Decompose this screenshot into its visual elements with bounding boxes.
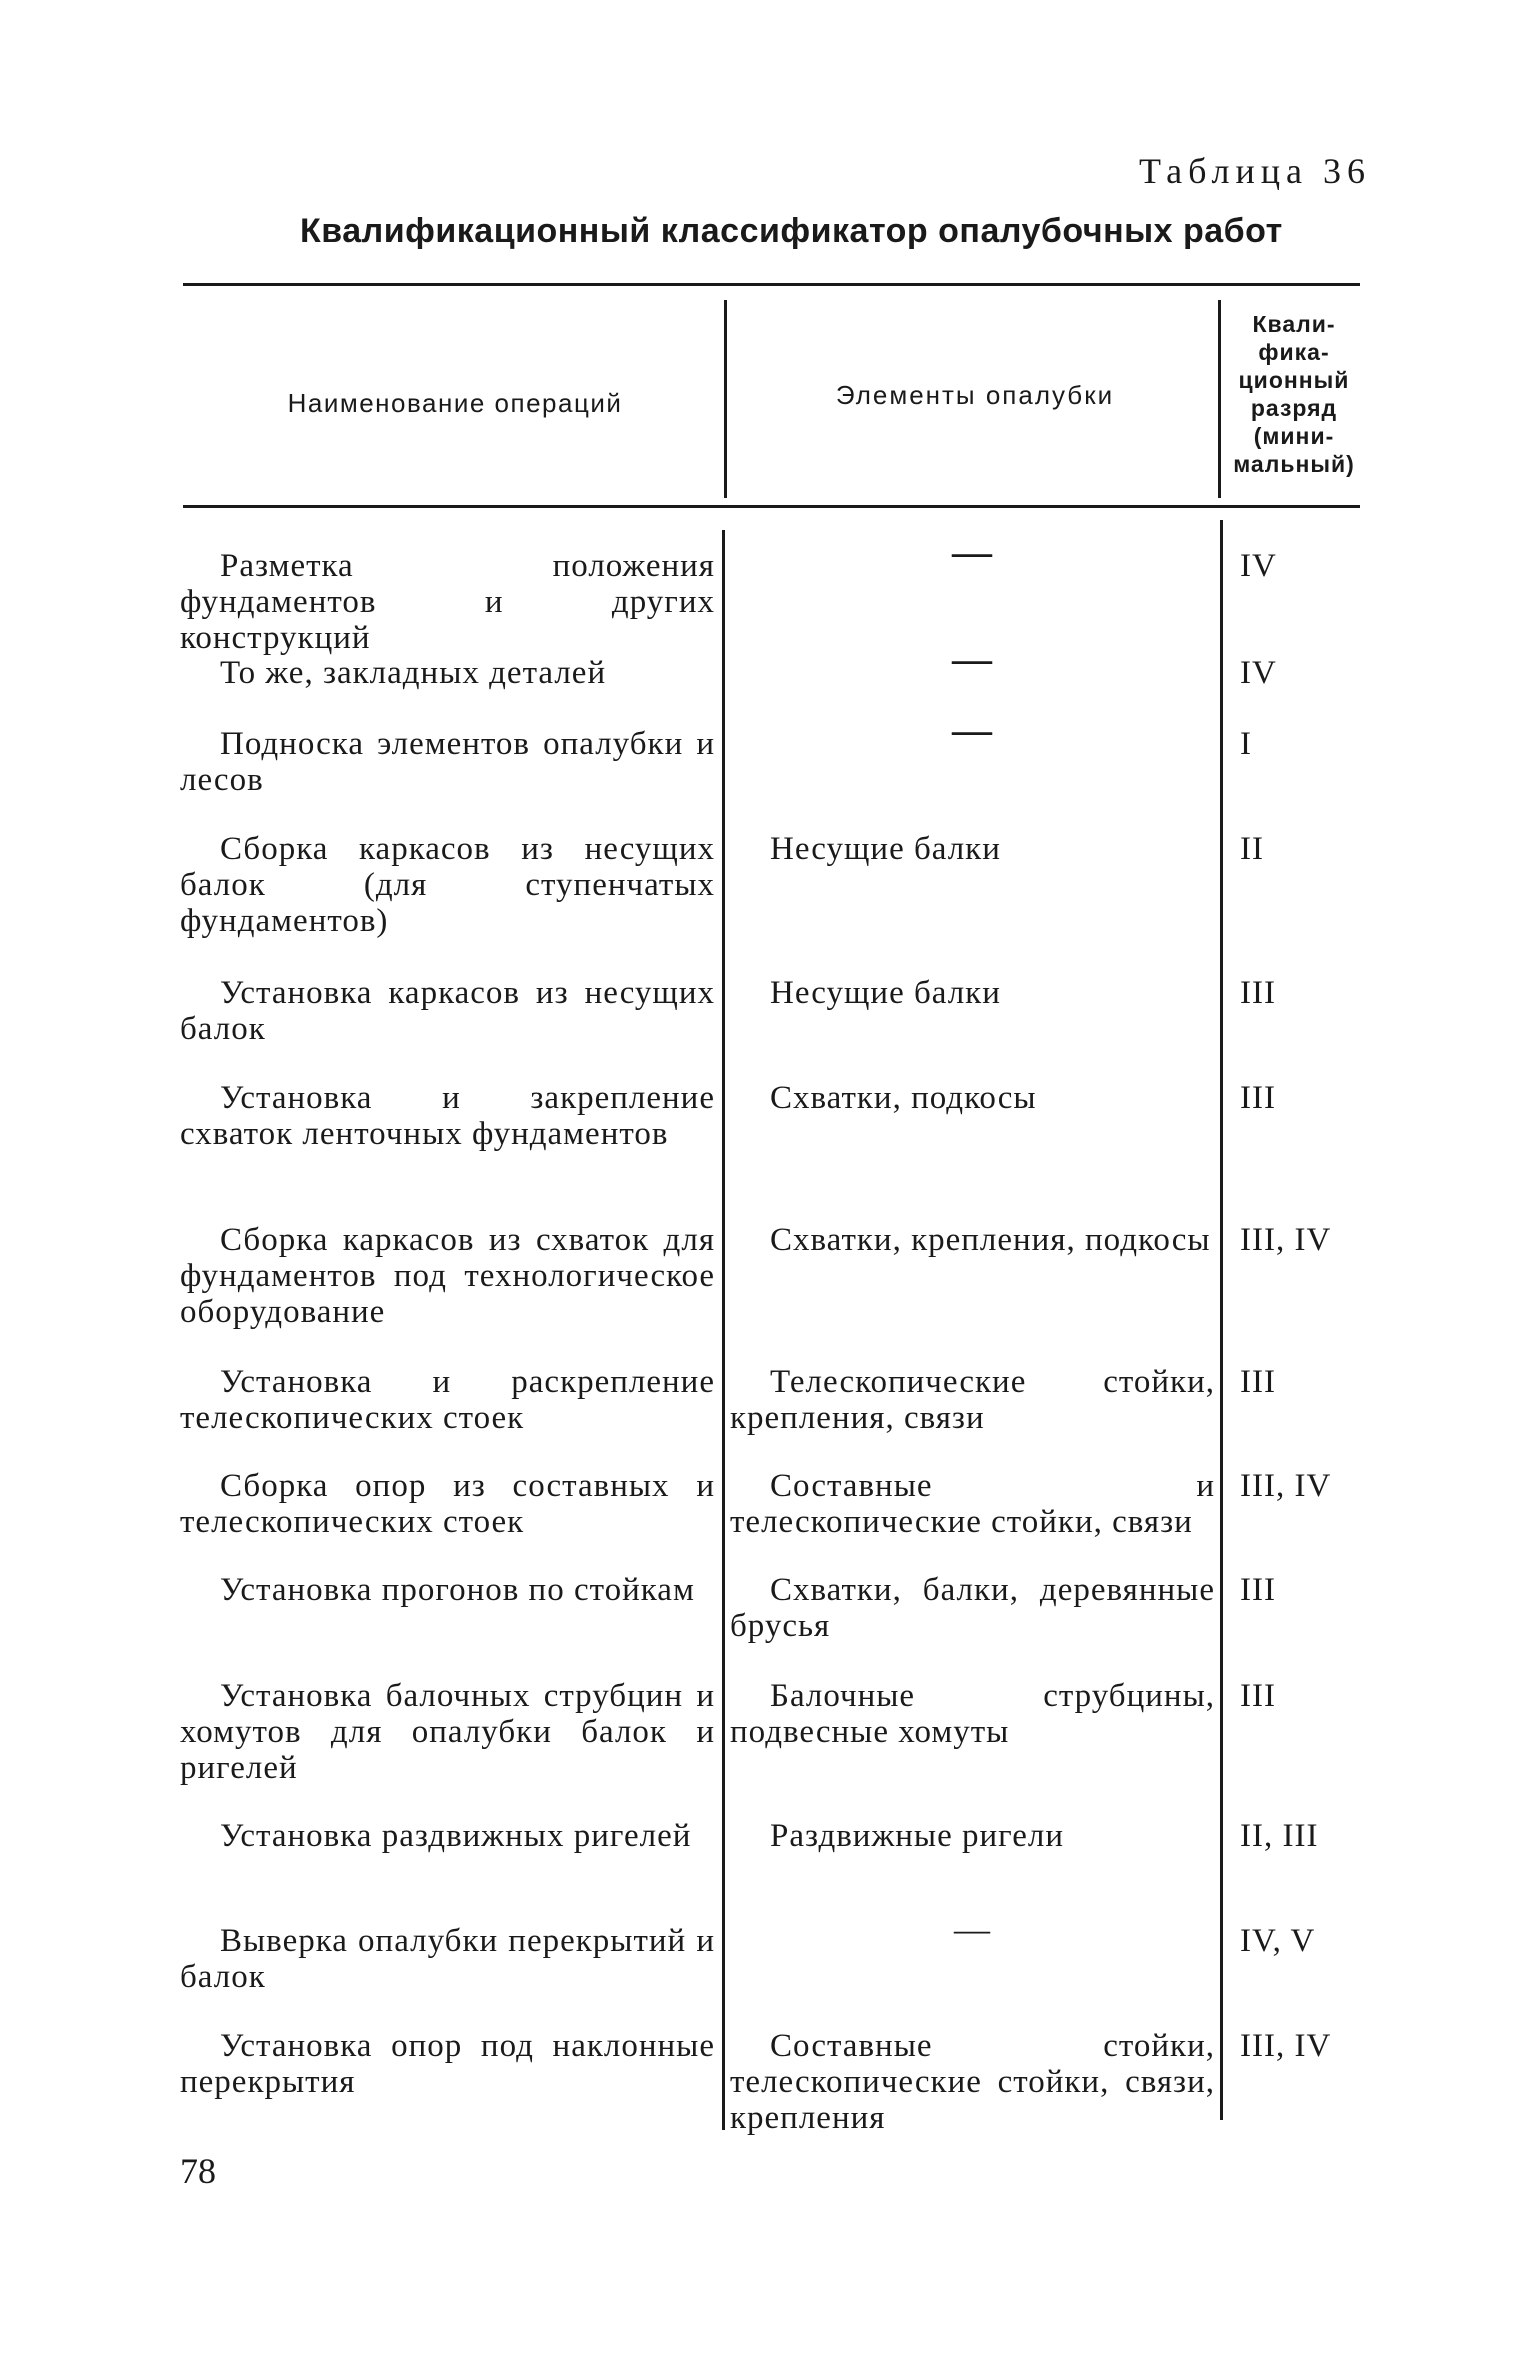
table-top-rule <box>183 283 1360 286</box>
rank-cell: III <box>1240 975 1276 1011</box>
column-header-operation: Наименование операций <box>287 388 623 418</box>
operation-cell: То же, закладных деталей <box>220 655 607 691</box>
operation-cell: Выверка опалубки перекрытий и балок <box>180 1923 715 1995</box>
elements-cell: — <box>952 707 993 752</box>
elements-cell: Несущие балки <box>770 831 1001 867</box>
operation-cell: Сборка опор из составных и телескопических стоек <box>180 1468 715 1540</box>
rank-cell: III <box>1240 1678 1276 1714</box>
operation-cell: Сборка каркасов из схваток для фундаментов под технологическое оборудование <box>180 1222 715 1330</box>
rank-cell: II, III <box>1240 1818 1319 1854</box>
rank-cell: III <box>1240 1080 1276 1116</box>
table-label: Таблица 36 <box>1139 151 1371 191</box>
rank-cell: III, IV <box>1240 2028 1332 2064</box>
elements-cell: Телескопические стойки, крепления, связи <box>730 1364 1215 1436</box>
operation-cell: Установка и закрепление схваток ленточных фундаментов <box>180 1080 715 1152</box>
column-header-elements: Элементы опалубки <box>835 380 1115 410</box>
rank-cell: III <box>1240 1364 1276 1400</box>
operation-cell: Установка раздвижных ригелей <box>220 1818 692 1854</box>
page-number: 78 <box>180 2151 216 2191</box>
rank-cell: IV <box>1240 655 1277 691</box>
elements-cell: Раздвижные ригели <box>770 1818 1065 1854</box>
rank-header-line: (мини- <box>1253 423 1335 449</box>
operation-cell: Установка и раскрепление телескопических стоек <box>180 1364 715 1436</box>
elements-cell: — <box>952 529 993 574</box>
rank-header-line: фика- <box>1258 339 1330 365</box>
rank-cell: II <box>1240 831 1264 867</box>
elements-cell: Составные стойки, телескопические стойки, связи, крепления <box>730 2028 1215 2136</box>
operation-cell: Установка прогонов по стойкам <box>220 1572 695 1608</box>
elements-cell: Схватки, балки, деревянные брусья <box>730 1572 1215 1644</box>
rank-cell: III, IV <box>1240 1222 1332 1258</box>
elements-cell: Схватки, крепления, подкосы <box>770 1222 1211 1258</box>
table-title: Квалификационный классификатор опалубочных работ <box>300 212 1283 250</box>
operation-cell: Подноска элементов опалубки и лесов <box>180 726 715 798</box>
column-header-rank <box>1224 310 1364 478</box>
operation-cell: Установка опор под наклонные перекрытия <box>180 2028 715 2100</box>
header-bottom-rule <box>183 505 1360 508</box>
operation-cell: Сборка каркасов из несущих балок (для ступенчатых фундаментов) <box>180 831 715 939</box>
elements-cell: Балочные струбцины, подвесные хомуты <box>730 1678 1215 1750</box>
rank-cell: I <box>1240 726 1252 762</box>
body-divider-left <box>722 530 725 2130</box>
elements-cell: — <box>954 1909 991 1949</box>
rank-cell: IV, V <box>1240 1923 1316 1959</box>
rank-header-line: мальный) <box>1233 451 1355 477</box>
rank-cell: IV <box>1240 548 1277 584</box>
operation-cell: Разметка положения фундаментов и других конструкций <box>180 548 715 656</box>
elements-cell: Несущие балки <box>770 975 1001 1011</box>
rank-header-line: Квали- <box>1252 311 1336 337</box>
elements-cell: Составные и телескопические стойки, связи <box>730 1468 1215 1540</box>
elements-cell: — <box>952 636 993 681</box>
operation-cell: Установка каркасов из несущих балок <box>180 975 715 1047</box>
body-divider-right <box>1220 520 1223 2120</box>
elements-cell: Схватки, подкосы <box>770 1080 1037 1116</box>
operation-cell: Установка балочных струбцин и хомутов для опалубки балок и ригелей <box>180 1678 715 1786</box>
rank-header-line: ционный <box>1238 367 1350 393</box>
rank-cell: III, IV <box>1240 1468 1332 1504</box>
rank-header-line: разряд <box>1250 395 1338 421</box>
rank-cell: III <box>1240 1572 1276 1608</box>
